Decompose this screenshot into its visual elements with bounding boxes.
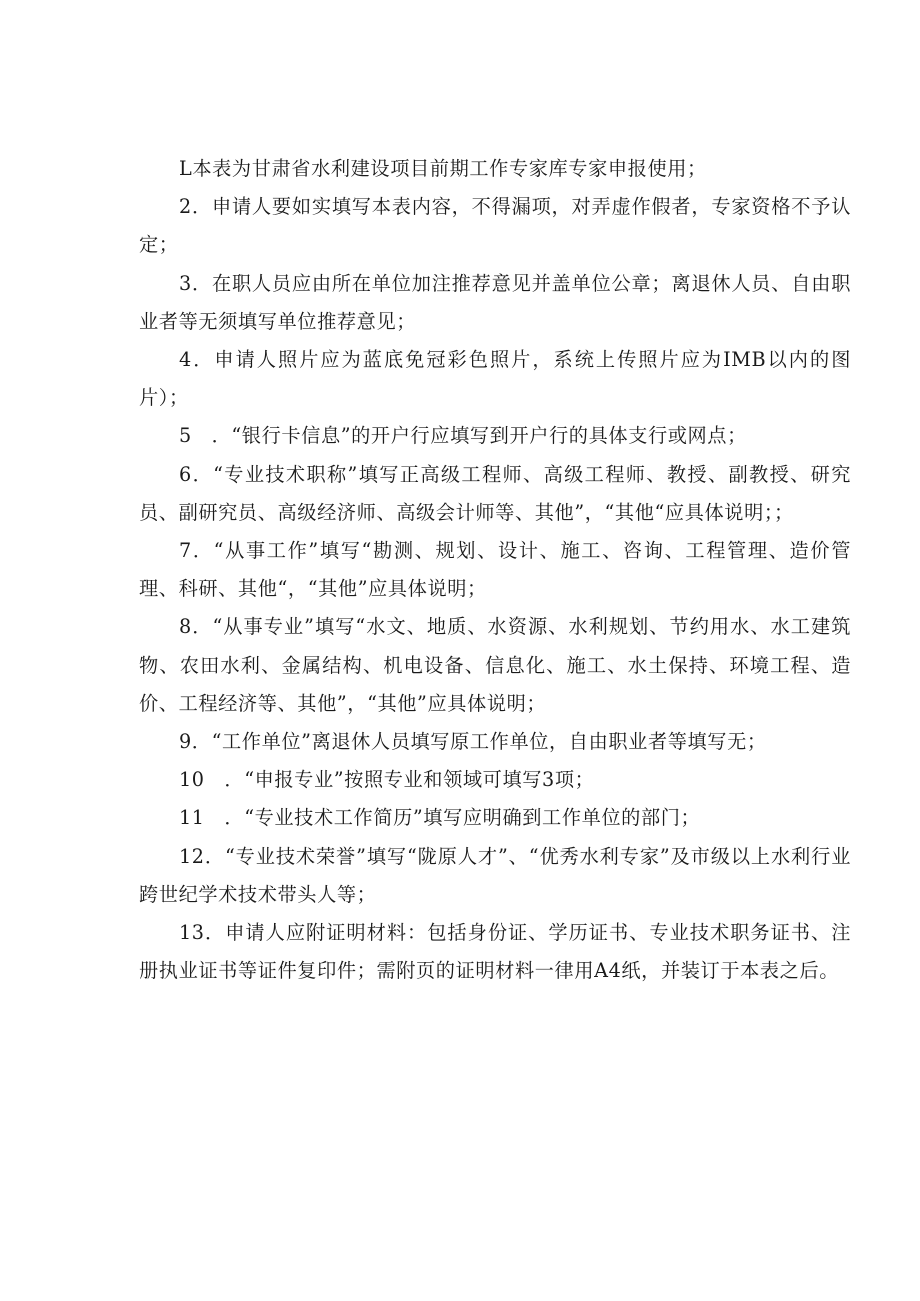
instruction-item-13: 13．申请人应附证明材料：包括身份证、学历证书、专业技术职务证书、注册执业证书等证件复印件；需附页的证明材料一律用A4纸，并装订于本表之后。 <box>139 921 851 983</box>
instruction-item-10: 10 ．“申报专业”按照专业和领域可填写3项； <box>179 768 595 792</box>
instruction-item-9: 9．“工作单位”离退休人员填写原工作单位，自由职业者等填写无； <box>179 730 767 754</box>
instruction-item-8: 8．“从事专业”填写“水文、地质、水资源、水利规划、节约用水、水工建筑物、农田水利、金属结构、机电设备、信息化、施工、水土保持、环境工程、造价、工程经济等、其他”，“其他”应具体说明； <box>139 615 851 715</box>
instruction-item-6: 6．“专业技术职称”填写正高级工程师、高级工程师、教授、副教授、研究员、副研究员、高级经济师、高级会计师等、其他”，“其他“应具体说明；； <box>139 462 851 524</box>
instruction-item-2: 2．申请人要如实填写本表内容，不得漏项，对弄虚作假者，专家资格不予认定； <box>139 195 851 257</box>
instruction-item-1: L本表为甘肃省水利建设项目前期工作专家库专家申报使用； <box>179 157 707 180</box>
instruction-item-11: 11 ．“专业技术工作简历”填写应明确到工作单位的部门； <box>179 806 701 830</box>
instruction-item-12: 12．“专业技术荣誉”填写“陇原人才”、“优秀水利专家”及市级以上水利行业跨世纪学术技术带头人等； <box>139 844 851 906</box>
instructions-list <box>139 150 851 990</box>
instruction-item-7: 7．“从事工作”填写“勘测、规划、设计、施工、咨询、工程管理、造价管理、科研、其他“，“其他”应具体说明； <box>139 539 851 601</box>
instruction-item-3: 3．在职人员应由所在单位加注推荐意见并盖单位公章；离退休人员、自由职业者等无须填写单位推荐意见； <box>139 271 851 333</box>
instruction-item-5: 5 ．“银行卡信息”的开户行应填写到开户行的具体支行或网点； <box>179 424 747 448</box>
instruction-item-4: 4．申请人照片应为蓝底免冠彩色照片，系统上传照片应为IMB以内的图片）； <box>139 348 851 410</box>
